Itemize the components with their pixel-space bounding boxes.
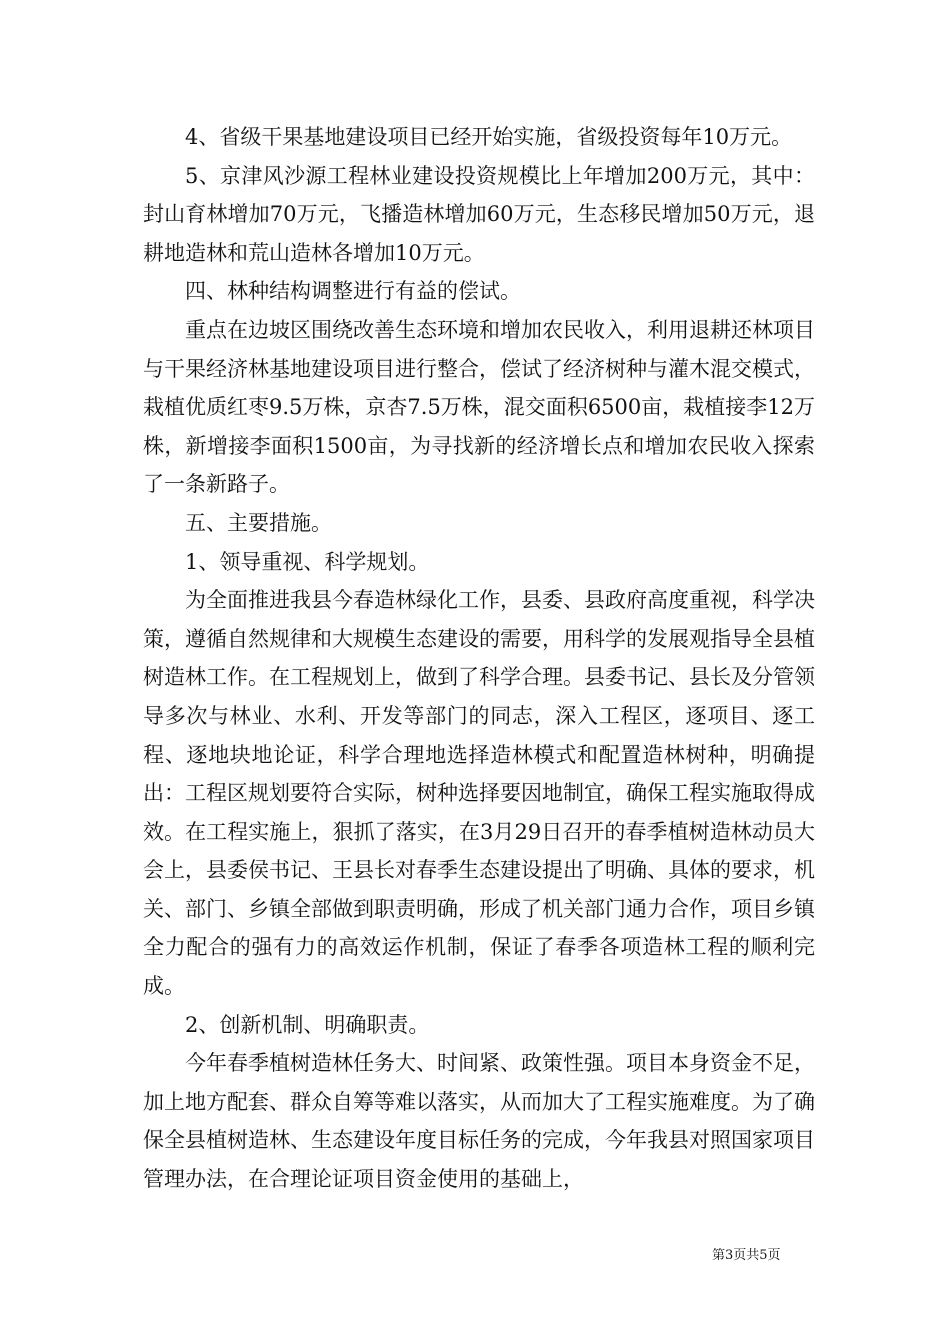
page-number: 第3页共5页	[712, 1248, 781, 1263]
subheading-leadership-planning: 1、领导重视、科学规划。	[185, 549, 430, 574]
paragraph-leadership-planning: 为全面推进我县今春造林绿化工作，县委、县政府高度重视，科学决策，遵循自然规律和大规模生态建设的需要，用科学的发展观指导全县植树造林工作。在工程规划上，做到了科学合理。县委书记、县长及分管领导多次与林业、水利、开发等部门的同志，深入工程区，逐项目、逐工程、逐地块地论证，科学合理地选择造林模式和配置造林树种，明确提出：工程区规划要符合实际，树种选择要因地制宜，确保工程实施取得成效。在工程实施上，狠抓了落实，在3月29日召开的春季植树造林动员大会上，县委侯书记、王县长对春季生态建设提出了明确、具体的要求，机关、部门、乡镇全部做到职责明确，形成了机关部门通力合作，项目乡镇全力配合的强有力的高效运作机制，保证了春季各项造林工程的顺利完成。	[143, 588, 815, 999]
section-heading-4: 四、林种结构调整进行有益的偿试。	[185, 279, 521, 304]
paragraph-mechanism-duties: 今年春季植树造林任务大、时间紧、政策性强。项目本身资金不足，加上地方配套、群众自筹等难以落实，从而加大了工程实施难度。为了确保全县植树造林、生态建设年度目标任务的完成，今年我县对照国家项目管理办法，在合理论证项目资金使用的基础上，	[143, 1051, 815, 1192]
document-body	[143, 118, 815, 1199]
paragraph-item-5-sandstorm-project: 5、京津风沙源工程林业建设投资规模比上年增加200万元，其中：封山育林增加70万元，飞播造林增加60万元，生态移民增加50万元，退耕地造林和荒山造林各增加10万元。	[143, 163, 815, 265]
paragraph-item-4-investment: 4、省级干果基地建设项目已经开始实施，省级投资每年10万元。	[185, 125, 793, 149]
subheading-mechanism-duties: 2、创新机制、明确职责。	[185, 1012, 430, 1037]
paragraph-structure-adjustment: 重点在边坡区围绕改善生态环境和增加农民收入，利用退耕还林项目与干果经济林基地建设项目进行整合，偿试了经济树种与灌木混交模式，栽植优质红枣9.5万株，京杏7.5万株，混交面积6500亩，栽植接李12万株，新增接李面积1500亩，为寻找新的经济增长点和增加农民收入探索了一条新路子。	[143, 317, 815, 497]
section-heading-5: 五、主要措施。	[185, 510, 332, 535]
